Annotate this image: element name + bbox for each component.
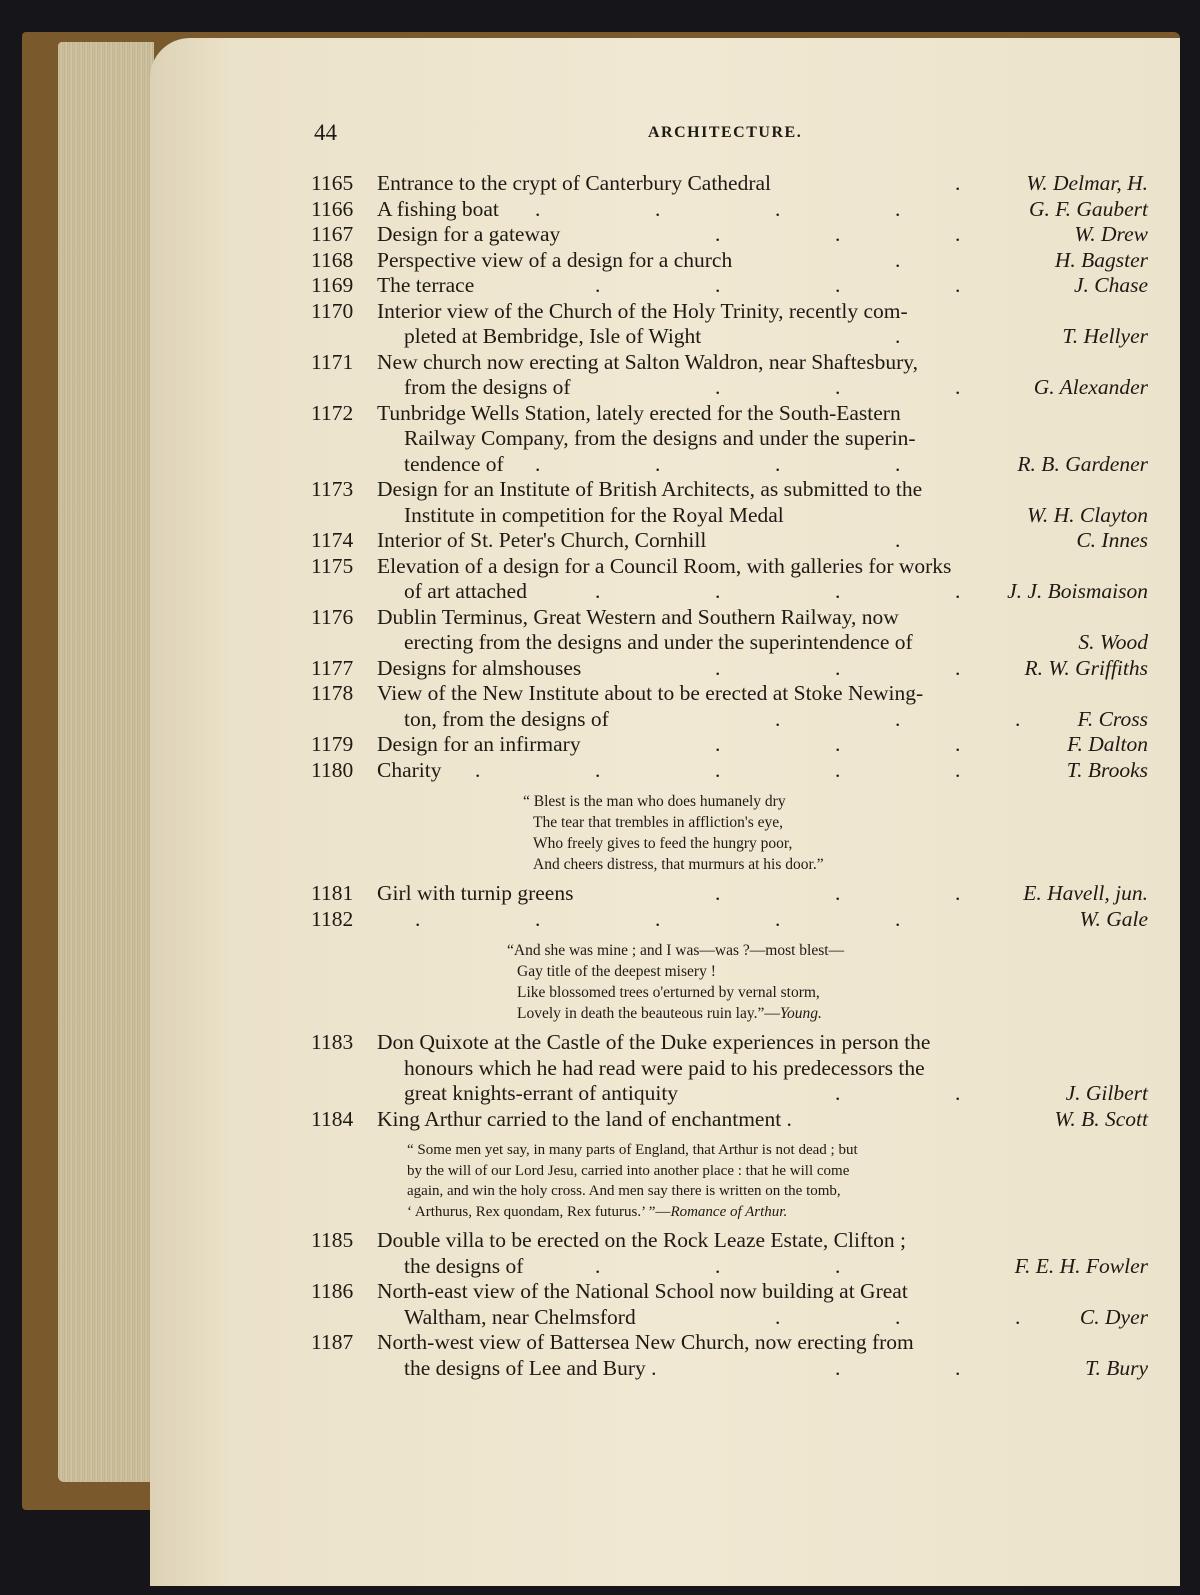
artist-name: G. Alexander	[1033, 375, 1148, 399]
entry-line	[311, 324, 1148, 350]
leader-dot: .	[775, 906, 781, 931]
entry-number: 1181	[311, 881, 354, 905]
entry-line	[311, 1081, 1148, 1107]
leader-dot: .	[775, 451, 781, 476]
quote-line: again, and win the holy cross. And men say there is written on the tomb,	[407, 1183, 841, 1199]
leader-dot: .	[1015, 1304, 1021, 1329]
quote-line	[407, 1202, 1148, 1223]
catalogue-entry	[311, 477, 1148, 528]
entry-title: New church now erecting at Salton Waldron, near Shaftesbury,	[377, 349, 918, 374]
entry-list	[311, 171, 1148, 783]
catalogue-entry	[311, 681, 1148, 732]
entry-list	[311, 1030, 1148, 1132]
quote-source: Romance of Arthur.	[670, 1203, 788, 1220]
catalogue-entry	[311, 1330, 1148, 1381]
artist-name: W. Gale	[1079, 906, 1148, 931]
quote-text: ‘ Arthurus, Rex quondam, Rex futurus.’ ”—	[407, 1203, 671, 1220]
entry-line	[311, 656, 1148, 682]
entry-line	[311, 350, 1148, 376]
artist-name: E. Havell, jun.	[1023, 881, 1148, 905]
catalogue-entry	[311, 907, 1148, 933]
leader-dot: .	[715, 881, 721, 905]
leader-dot: .	[955, 757, 961, 782]
leader-dot: .	[895, 528, 901, 552]
leader-dot: .	[895, 324, 901, 348]
leader-dot: .	[655, 906, 661, 931]
entry-title: Interior view of the Church of the Holy Trinity, recently com-	[377, 298, 908, 323]
leader-dot: .	[895, 196, 901, 221]
entry-line	[311, 299, 1148, 325]
leader-dot: .	[715, 655, 721, 680]
leader-dot: .	[715, 757, 721, 782]
entry-title: Design for an Institute of British Architects, as submitted to the	[377, 477, 923, 501]
leader-dot: .	[535, 451, 541, 476]
artist-name: R. W. Griffiths	[1024, 655, 1148, 680]
leader-dot: .	[775, 706, 781, 731]
entry-title: Railway Company, from the designs and under the superin-	[404, 426, 916, 450]
leader-dot: .	[835, 655, 841, 680]
entry-title: Elevation of a design for a Council Room, with galleries for works	[377, 553, 952, 578]
entry-title: tendence of	[404, 451, 504, 476]
running-head: ARCHITECTURE.	[648, 124, 803, 141]
entry-list	[311, 1228, 1148, 1381]
entry-line	[311, 375, 1148, 401]
entry-line	[311, 732, 1148, 758]
entry-line	[311, 1305, 1148, 1331]
entry-line	[311, 222, 1148, 248]
leader-dot: .	[955, 732, 961, 756]
quote-line: The tear that trembles in affliction's eye,	[533, 814, 783, 831]
leader-dot: .	[655, 196, 661, 221]
entry-title: Interior of St. Peter's Church, Cornhill	[377, 528, 707, 552]
artist-name: W. Delmar, H.	[1026, 171, 1148, 195]
entry-title: Don Quixote at the Castle of the Duke experiences in person the	[377, 1030, 931, 1054]
entry-title: The terrace	[377, 273, 475, 297]
page-number: 44	[314, 120, 337, 145]
entry-number: 1184	[311, 1106, 354, 1131]
quote-line: by the will of our Lord Jesu, carried into another place : that he will come	[407, 1162, 850, 1179]
entry-line	[311, 758, 1148, 784]
entry-number: 1187	[311, 1330, 354, 1354]
leader-dot: .	[895, 706, 901, 731]
entry-number: 1183	[311, 1030, 354, 1054]
entry-number: 1171	[311, 349, 354, 374]
entry-line	[311, 630, 1148, 656]
entry-title: Institute in competition for the Royal Medal	[404, 502, 784, 527]
entry-line	[311, 528, 1148, 554]
quote-line: And cheers distress, that murmurs at his door.”	[533, 856, 824, 873]
leader-dot: .	[895, 1304, 901, 1329]
leader-dot: .	[955, 273, 961, 297]
page-header	[150, 120, 1180, 150]
entry-number: 1168	[311, 247, 354, 272]
entry-title: King Arthur carried to the land of enchantment .	[377, 1106, 792, 1131]
leader-dot: .	[595, 579, 601, 603]
entry-title: the designs of	[404, 1253, 524, 1278]
entry-number: 1175	[311, 553, 354, 578]
catalogue-entry	[311, 401, 1148, 478]
entry-title: Perspective view of a design for a church	[377, 247, 733, 272]
leader-dot: .	[595, 757, 601, 782]
entry-title: Design for a gateway	[377, 222, 561, 246]
entry-number: 1185	[311, 1228, 354, 1252]
entry-number: 1176	[311, 604, 354, 629]
leader-dot: .	[955, 171, 961, 195]
leader-dot: .	[715, 1253, 721, 1278]
leader-dot: .	[835, 757, 841, 782]
leader-dot: .	[595, 273, 601, 297]
artist-name: C. Dyer	[1079, 1304, 1148, 1329]
entry-line	[311, 1107, 1148, 1133]
leader-dot: .	[835, 579, 841, 603]
leader-dot: .	[955, 1081, 961, 1105]
entry-title: A fishing boat	[377, 196, 499, 221]
entry-title: Entrance to the crypt of Canterbury Cathedral	[377, 171, 772, 195]
entry-line	[311, 273, 1148, 299]
leader-dot: .	[835, 1253, 841, 1278]
entry-number: 1180	[311, 757, 354, 782]
entry-title: erecting from the designs and under the superintendence of	[404, 630, 913, 654]
entry-line	[311, 1228, 1148, 1254]
entry-line	[311, 881, 1148, 907]
entry-title: North-east view of the National School now building at Great	[377, 1279, 908, 1303]
entry-number: 1173	[311, 477, 354, 501]
entry-line	[311, 605, 1148, 631]
entry-line	[311, 426, 1148, 452]
entry-line	[311, 1356, 1148, 1382]
artist-name: C. Innes	[1076, 528, 1148, 552]
entry-line	[311, 1254, 1148, 1280]
leader-dot: .	[955, 881, 961, 905]
leader-dot: .	[835, 732, 841, 756]
catalogue-entry	[311, 554, 1148, 605]
entry-title: great knights-errant of antiquity	[404, 1081, 679, 1105]
entry-number: 1172	[311, 400, 354, 425]
leader-dot: .	[835, 273, 841, 297]
quote-line: Gay title of the deepest misery !	[517, 963, 716, 980]
catalogue-entry	[311, 1279, 1148, 1330]
entry-title: Charity	[377, 757, 442, 782]
entry-title: Waltham, near Chelmsford	[404, 1304, 636, 1329]
entry-line	[311, 401, 1148, 427]
catalogue-entry	[311, 881, 1148, 907]
catalogue-entry	[311, 1228, 1148, 1279]
entry-line	[311, 477, 1148, 503]
artist-name: R. B. Gardener	[1017, 451, 1148, 476]
entry-number: 1186	[311, 1279, 354, 1303]
artist-name: W. Drew	[1074, 222, 1148, 246]
catalogue-entry	[311, 299, 1148, 350]
leader-dot: .	[835, 1081, 841, 1105]
leader-dot: .	[655, 451, 661, 476]
entry-number: 1169	[311, 273, 354, 297]
leader-dot: .	[835, 881, 841, 905]
entry-line	[311, 1279, 1148, 1305]
catalogue-entry	[311, 732, 1148, 758]
leader-dot: .	[1015, 706, 1021, 731]
page-edges	[58, 42, 154, 1482]
entry-number: 1174	[311, 528, 354, 552]
catalogue-entry	[311, 171, 1148, 197]
entry-title: Design for an infirmary	[377, 732, 581, 756]
quote-text: Lovely in death the beauteous ruin lay.”—	[517, 1005, 780, 1022]
quote-1180	[311, 791, 1148, 875]
entry-title: Dublin Terminus, Great Western and Southern Railway, now	[377, 604, 899, 629]
leader-dot: .	[955, 222, 961, 246]
leader-dot: .	[775, 1304, 781, 1329]
leader-dot: .	[835, 375, 841, 399]
leader-dot: .	[535, 196, 541, 221]
entry-title: ton, from the designs of	[404, 706, 609, 731]
leader-dot: .	[475, 757, 481, 782]
catalogue-entry	[311, 222, 1148, 248]
catalogue-entry	[311, 528, 1148, 554]
entry-title: North-west view of Battersea New Church, now erecting from	[377, 1330, 914, 1354]
artist-name: J. Gilbert	[1065, 1081, 1148, 1105]
quote-source: Young.	[779, 1005, 822, 1022]
quote-1182	[311, 940, 1148, 1024]
entry-line	[311, 1056, 1148, 1082]
entry-title: View of the New Institute about to be erected at Stoke Newing-	[377, 681, 924, 705]
entry-number: 1179	[311, 732, 354, 756]
quote-line: “ Blest is the man who does humanely dry	[523, 793, 786, 810]
artist-name: H. Bagster	[1054, 247, 1148, 272]
catalogue-entry	[311, 197, 1148, 223]
entry-title: Designs for almshouses	[377, 655, 582, 680]
leader-dot: .	[715, 273, 721, 297]
entry-line	[311, 907, 1148, 933]
quote-line: Who freely gives to feed the hungry poor,	[533, 835, 793, 852]
entry-line	[311, 681, 1148, 707]
quote-line: “ Some men yet say, in many parts of England, that Arthur is not dead ; but	[407, 1142, 858, 1158]
catalogue-entry	[311, 273, 1148, 299]
entry-title: of art attached	[404, 579, 527, 603]
entry-number: 1182	[311, 906, 354, 931]
entry-line	[311, 554, 1148, 580]
leader-dot: .	[895, 451, 901, 476]
entry-line	[311, 248, 1148, 274]
entry-title: Girl with turnip greens	[377, 881, 574, 905]
entry-line	[311, 171, 1148, 197]
entry-line	[311, 707, 1148, 733]
leader-dot: .	[895, 247, 901, 272]
catalogue-entry	[311, 248, 1148, 274]
leader-dot: .	[835, 222, 841, 246]
leader-dot: .	[715, 375, 721, 399]
book-page	[150, 38, 1180, 1586]
catalogue-entry	[311, 350, 1148, 401]
quote-line: “And she was mine ; and I was—was ?—most blest—	[507, 942, 845, 959]
entry-line	[311, 452, 1148, 478]
entry-title: Tunbridge Wells Station, lately erected for the South-Eastern	[377, 400, 901, 425]
leader-dot: .	[595, 1253, 601, 1278]
entry-line	[311, 1330, 1148, 1356]
quote-line: Like blossomed trees o'erturned by vernal storm,	[517, 984, 820, 1001]
quote-1184	[311, 1140, 1148, 1222]
entry-line	[311, 1030, 1148, 1056]
leader-dot: .	[715, 222, 721, 246]
entry-title: honours which he had read were paid to his predecessors the	[404, 1055, 925, 1080]
catalogue-entry	[311, 1030, 1148, 1107]
artist-name: J. Chase	[1073, 273, 1148, 297]
artist-name: S. Wood	[1078, 630, 1148, 654]
artist-name: W. B. Scott	[1054, 1106, 1148, 1131]
artist-name: J. J. Boismaison	[1007, 579, 1148, 603]
entry-line	[311, 197, 1148, 223]
leader-dot: .	[775, 196, 781, 221]
leader-dot: .	[955, 655, 961, 680]
leader-dot: .	[715, 732, 721, 756]
artist-name: F. Cross	[1077, 706, 1148, 731]
entry-line	[311, 579, 1148, 605]
leader-dot: .	[955, 375, 961, 399]
artist-name: F. Dalton	[1067, 732, 1148, 756]
artist-name: F. E. H. Fowler	[1014, 1253, 1148, 1278]
artist-name: W. H. Clayton	[1026, 502, 1148, 527]
entry-title: Double villa to be erected on the Rock Leaze Estate, Clifton ;	[377, 1228, 906, 1252]
leader-dot: .	[955, 1355, 961, 1380]
entry-number: 1177	[311, 655, 354, 680]
entry-title: the designs of Lee and Bury .	[404, 1355, 657, 1380]
entry-title: pleted at Bembridge, Isle of Wight	[404, 324, 702, 348]
artist-name: T. Hellyer	[1062, 324, 1148, 348]
entry-line	[311, 503, 1148, 529]
artist-name: T. Bury	[1085, 1355, 1148, 1380]
catalogue-entry	[311, 1107, 1148, 1133]
entry-number: 1178	[311, 681, 354, 705]
quote-line	[507, 1003, 1148, 1024]
leader-dot: .	[895, 906, 901, 931]
entry-number: 1165	[311, 171, 354, 195]
leader-dot: .	[415, 906, 421, 931]
artist-name: T. Brooks	[1066, 757, 1148, 782]
entry-number: 1170	[311, 298, 354, 323]
leader-dot: .	[835, 1355, 841, 1380]
entry-number: 1167	[311, 222, 354, 246]
entry-list	[311, 881, 1148, 932]
leader-dot: .	[715, 579, 721, 603]
catalogue-entries	[311, 171, 1148, 1381]
entry-title: from the designs of	[404, 375, 571, 399]
catalogue-entry	[311, 758, 1148, 784]
catalogue-entry	[311, 605, 1148, 656]
catalogue-entry	[311, 656, 1148, 682]
artist-name: G. F. Gaubert	[1028, 196, 1148, 221]
leader-dot: .	[955, 579, 961, 603]
leader-dot: .	[535, 906, 541, 931]
entry-number: 1166	[311, 196, 354, 221]
